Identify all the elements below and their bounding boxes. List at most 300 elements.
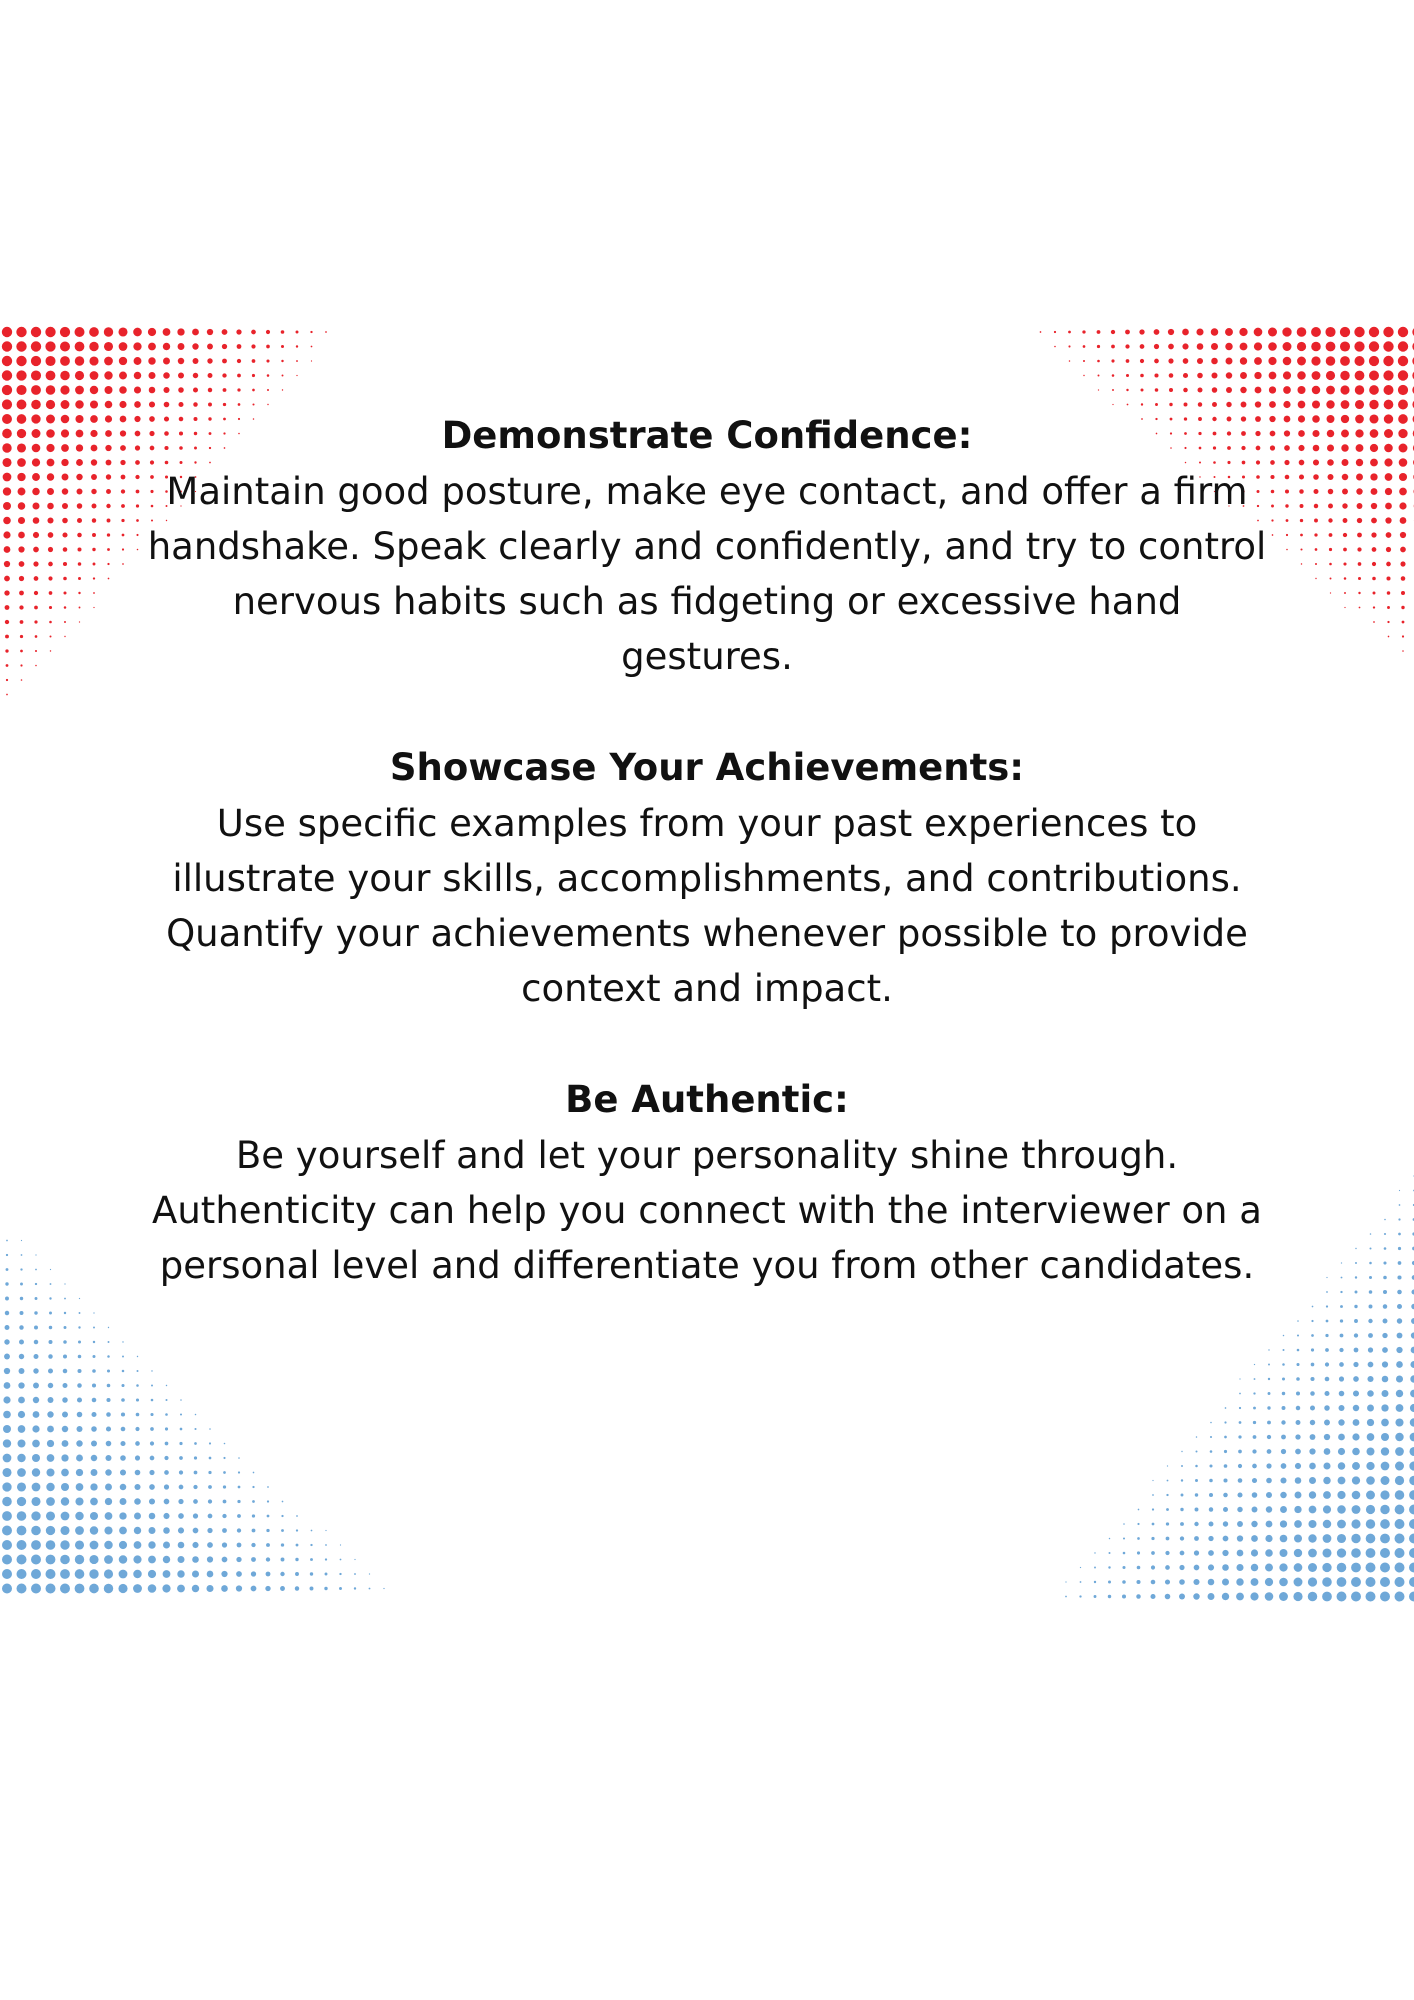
halftone-dot [1342, 503, 1347, 508]
halftone-dot [77, 518, 82, 523]
halftone-dot [3, 531, 10, 538]
halftone-dot [18, 532, 25, 539]
halftone-dot [1399, 488, 1407, 496]
halftone-dot [6, 694, 8, 696]
halftone-dot [148, 1541, 155, 1548]
halftone-dot [134, 372, 142, 380]
halftone-dot [20, 650, 23, 653]
halftone-dot [1359, 607, 1361, 609]
halftone-dot [237, 388, 240, 391]
halftone-dot [251, 1571, 256, 1576]
halftone-dot [50, 1283, 52, 1285]
halftone-dot [1266, 1521, 1273, 1528]
halftone-dot [1395, 1433, 1403, 1441]
halftone-dot [75, 415, 83, 423]
halftone-dot [78, 562, 82, 566]
halftone-dot [20, 635, 23, 638]
halftone-dot [163, 328, 171, 336]
halftone-dot [119, 342, 128, 351]
halftone-dot [64, 1312, 66, 1314]
halftone-dot [164, 1470, 169, 1475]
halftone-dot [1395, 1418, 1403, 1426]
halftone-dot [1309, 1477, 1316, 1484]
halftone-dot [1208, 1564, 1214, 1570]
halftone-dot [119, 1527, 127, 1535]
halftone-dot [1197, 358, 1203, 364]
halftone-dot [1310, 1434, 1316, 1440]
halftone-dot [339, 1587, 342, 1590]
halftone-dot [1355, 1248, 1356, 1249]
halftone-dot [151, 1370, 152, 1371]
halftone-dot [1297, 371, 1306, 380]
halftone-dot [1112, 404, 1113, 405]
halftone-dot [1266, 1506, 1272, 1512]
halftone-dot [33, 561, 38, 566]
halftone-dot [1354, 341, 1364, 351]
halftone-dot [1398, 429, 1407, 438]
halftone-dot [1397, 1333, 1403, 1339]
halftone-dot [1065, 1581, 1066, 1582]
halftone-dot [252, 359, 256, 363]
halftone-dot [1353, 1390, 1359, 1396]
halftone-dot [1226, 372, 1232, 378]
halftone-dot [177, 1585, 185, 1593]
halftone-dot [75, 1569, 85, 1579]
halftone-dot [310, 1572, 313, 1575]
halftone-dot [149, 401, 155, 407]
halftone-dot [1109, 1538, 1111, 1540]
halftone-dot [282, 375, 284, 377]
halftone-dot [295, 1586, 299, 1590]
halftone-dot [46, 1584, 56, 1594]
halftone-dot [251, 330, 256, 335]
halftone-dot [134, 1527, 141, 1534]
halftone-dot [1309, 1448, 1315, 1454]
halftone-dot [1197, 343, 1204, 350]
halftone-dot [1384, 444, 1393, 453]
halftone-dot [1268, 1378, 1270, 1380]
halftone-dot [1324, 1420, 1330, 1426]
halftone-dot [1410, 1404, 1414, 1412]
halftone-dot [61, 444, 69, 452]
halftone-dot [60, 1555, 70, 1565]
halftone-dot [1282, 1349, 1284, 1351]
halftone-dot [34, 591, 38, 595]
halftone-dot [1398, 1247, 1401, 1250]
halftone-dot [17, 1584, 27, 1594]
halftone-dot [3, 1439, 11, 1447]
halftone-dot [224, 1443, 226, 1445]
halftone-dot [325, 1544, 327, 1546]
halftone-dot [1385, 517, 1391, 523]
halftone-dot [1383, 370, 1393, 380]
halftone-dot [93, 607, 94, 608]
halftone-dot [1358, 577, 1361, 580]
halftone-dot [325, 1558, 327, 1560]
halftone-dot [1169, 373, 1174, 378]
halftone-dot [1308, 1592, 1318, 1602]
halftone-dot [46, 1540, 56, 1550]
halftone-dot [5, 605, 10, 610]
halftone-dot [78, 1355, 82, 1359]
halftone-dot [1369, 327, 1379, 337]
halftone-dot [1382, 1347, 1388, 1353]
halftone-dot [251, 1543, 255, 1547]
halftone-dot [1355, 1276, 1357, 1278]
halftone-dot [1352, 1476, 1360, 1484]
halftone-dot [1400, 517, 1407, 524]
halftone-dot [177, 1556, 184, 1563]
halftone-dot [63, 547, 68, 552]
halftone-dot [78, 592, 80, 594]
halftone-dot [18, 1397, 25, 1404]
halftone-dot [1381, 1404, 1388, 1411]
halftone-dot [134, 357, 142, 365]
halftone-dot [1294, 1563, 1303, 1572]
halftone-dot [1368, 1347, 1373, 1352]
halftone-dot [1239, 1378, 1240, 1379]
halftone-dot [1340, 1305, 1343, 1308]
halftone-dot [61, 1497, 69, 1505]
halftone-dot [354, 1587, 356, 1589]
halftone-dot [1366, 1548, 1376, 1558]
halftone-dot [105, 386, 113, 394]
halftone-dot [1281, 1435, 1286, 1440]
halftone-dot [193, 402, 198, 407]
halftone-dot [223, 388, 227, 392]
halftone-dot [1395, 1462, 1404, 1471]
halftone-dot [1138, 1509, 1140, 1511]
halftone-dot [1370, 459, 1378, 467]
halftone-dot [45, 327, 55, 337]
halftone-dot [5, 1282, 8, 1285]
halftone-dot [18, 1411, 25, 1418]
halftone-dot [237, 1514, 241, 1518]
halftone-dot [296, 375, 297, 376]
halftone-dot [1165, 1579, 1170, 1584]
halftone-dot [1126, 389, 1128, 391]
halftone-dot [1280, 1492, 1287, 1499]
halftone-dot [1225, 328, 1233, 336]
halftone-dot [1313, 474, 1319, 480]
halftone-dot [46, 1555, 56, 1565]
halftone-dot [104, 1526, 112, 1534]
halftone-dot [1324, 1434, 1330, 1440]
halftone-dot [76, 444, 83, 451]
halftone-dot [1238, 1464, 1242, 1468]
halftone-dot [34, 1311, 37, 1314]
halftone-dot [1226, 387, 1232, 393]
halftone-dot [2, 1468, 11, 1477]
halftone-dot [1368, 1362, 1374, 1368]
halftone-dot [1369, 370, 1379, 380]
halftone-dot [1308, 1520, 1316, 1528]
halftone-dot [1098, 389, 1099, 390]
halftone-dot [18, 488, 26, 496]
halftone-dot [1330, 592, 1331, 593]
halftone-dot [104, 1584, 113, 1593]
halftone-dot [1353, 1405, 1359, 1411]
halftone-dot [17, 1468, 26, 1477]
halftone-dot [1325, 1348, 1329, 1352]
halftone-dot [236, 1571, 242, 1577]
halftone-dot [1310, 1391, 1315, 1396]
halftone-dot [1268, 1349, 1269, 1350]
halftone-dot [119, 401, 126, 408]
halftone-dot [106, 1441, 112, 1447]
halftone-dot [148, 1584, 157, 1593]
halftone-dot [1323, 1534, 1332, 1543]
halftone-dot [1372, 577, 1376, 581]
halftone-dot [1094, 1567, 1096, 1569]
halftone-dot [1337, 1577, 1347, 1587]
halftone-dot [1357, 533, 1362, 538]
halftone-dot [1282, 327, 1291, 336]
halftone-dot [163, 1556, 170, 1563]
halftone-dot [1151, 1551, 1155, 1555]
halftone-dot [1409, 1447, 1414, 1456]
halftone-dot [1083, 375, 1084, 376]
halftone-dot [1240, 357, 1247, 364]
halftone-dot [1325, 1334, 1328, 1337]
halftone-dot [1179, 1565, 1184, 1570]
halftone-dot [16, 341, 26, 351]
halftone-dot [1294, 1578, 1303, 1587]
halftone-dot [1395, 1592, 1405, 1602]
halftone-dot [150, 1413, 153, 1416]
halftone-dot [1387, 591, 1391, 595]
halftone-dot [1380, 1534, 1390, 1544]
halftone-dot [252, 1529, 256, 1533]
halftone-dot [89, 1569, 98, 1578]
halftone-dot [1252, 1492, 1258, 1498]
halftone-dot [1351, 1519, 1360, 1528]
halftone-dot [1137, 1551, 1140, 1554]
halftone-dot [1400, 532, 1406, 538]
halftone-dot [178, 358, 184, 364]
halftone-dot [19, 605, 23, 609]
halftone-dot [1357, 518, 1362, 523]
halftone-dot [119, 1512, 126, 1519]
halftone-dot [136, 1384, 139, 1387]
halftone-dot [1097, 345, 1100, 348]
halftone-dot [49, 1297, 51, 1299]
halftone-dot [17, 1540, 27, 1550]
halftone-dot [1208, 1593, 1215, 1600]
halftone-dot [1325, 327, 1335, 337]
halftone-dot [192, 343, 198, 349]
halftone-dot [1297, 1349, 1300, 1352]
halftone-dot [1323, 1520, 1331, 1528]
halftone-dot [324, 1587, 327, 1590]
halftone-dot [1251, 1521, 1257, 1527]
halftone-dot [90, 1541, 99, 1550]
halftone-dot [6, 679, 8, 681]
halftone-dot [310, 1558, 313, 1561]
halftone-dot [1395, 1476, 1404, 1485]
tip-body: Maintain good posture, make eye contact, and offer a firm handshake. Speak clearly and confidently, and try to control nervous habits such as fidgeting or excessive hand gestures. [147, 470, 1267, 678]
halftone-dot [266, 330, 270, 334]
halftone-dot [1354, 1348, 1359, 1353]
halftone-dot [1311, 342, 1321, 352]
halftone-dot [45, 341, 55, 351]
halftone-dot [1386, 532, 1392, 538]
halftone-dot [149, 1498, 155, 1504]
halftone-dot [238, 403, 241, 406]
halftone-dot [2, 1555, 12, 1565]
halftone-dot [1294, 1506, 1301, 1513]
halftone-dot [252, 389, 255, 392]
halftone-dot [47, 459, 55, 467]
halftone-dot [251, 344, 255, 348]
halftone-dot [1197, 373, 1203, 379]
halftone-dot [1355, 385, 1364, 394]
halftone-dot [137, 1370, 139, 1372]
halftone-dot [1068, 331, 1071, 334]
halftone-dot [93, 592, 95, 594]
halftone-dot [1265, 1578, 1273, 1586]
halftone-dot [4, 1382, 11, 1389]
halftone-dot [1410, 1390, 1414, 1398]
halftone-dot [63, 562, 67, 566]
halftone-dot [1327, 430, 1335, 438]
halftone-dot [1354, 1319, 1358, 1323]
halftone-dot [1338, 1462, 1346, 1470]
halftone-dot [122, 1356, 124, 1358]
halftone-dot [1108, 1595, 1111, 1598]
halftone-dot [1366, 1563, 1376, 1573]
halftone-dot [1322, 1548, 1331, 1557]
halftone-dot [1373, 621, 1375, 623]
halftone-dot [1356, 488, 1362, 494]
halftone-dot [1371, 503, 1377, 509]
halftone-dot [91, 1469, 98, 1476]
halftone-dot [221, 1585, 228, 1592]
halftone-dot [1237, 1535, 1243, 1541]
halftone-dot [148, 357, 155, 364]
halftone-dot [31, 341, 41, 351]
halftone-dot [50, 1269, 51, 1270]
halftone-dot [1395, 1534, 1405, 1544]
halftone-dot [134, 401, 141, 408]
halftone-dot [1068, 345, 1070, 347]
halftone-dot [1351, 1563, 1361, 1573]
halftone-dot [1254, 372, 1261, 379]
halftone-dot [1381, 1462, 1390, 1471]
halftone-dot [1398, 1218, 1400, 1220]
halftone-dot [222, 1528, 227, 1533]
halftone-dot [31, 1540, 41, 1550]
halftone-dot [1357, 547, 1361, 551]
halftone-dot [281, 330, 285, 334]
halftone-dot [178, 1542, 185, 1549]
halftone-dot [107, 1369, 110, 1372]
halftone-dot [1140, 359, 1144, 363]
halftone-dot [60, 356, 70, 366]
halftone-dot [1367, 1433, 1375, 1441]
halftone-dot [3, 517, 11, 525]
halftone-dot [47, 503, 54, 510]
halftone-dot [90, 430, 97, 437]
halftone-dot [267, 404, 268, 405]
halftone-dot [63, 1369, 68, 1374]
halftone-dot [251, 1586, 257, 1592]
halftone-dot [1353, 1376, 1359, 1382]
halftone-dot [1282, 1392, 1285, 1395]
halftone-dot [5, 1325, 10, 1330]
halftone-dot [1211, 328, 1219, 336]
halftone-dot [6, 1254, 8, 1256]
halftone-dot [165, 1399, 167, 1401]
halftone-dot [1236, 1593, 1244, 1601]
halftone-dot [134, 1484, 140, 1490]
halftone-dot [34, 620, 37, 623]
halftone-dot [106, 1426, 111, 1431]
halftone-dot [1341, 1277, 1343, 1279]
halftone-dot [1396, 1375, 1403, 1382]
halftone-dot [1340, 1319, 1343, 1322]
halftone-dot [237, 344, 242, 349]
halftone-dot [1195, 1493, 1198, 1496]
halftone-dot [35, 1254, 36, 1255]
halftone-dot [1253, 1407, 1256, 1410]
halftone-dot [49, 591, 53, 595]
halftone-dot [207, 1571, 214, 1578]
halftone-dot [1155, 403, 1158, 406]
halftone-dot [135, 1470, 141, 1476]
halftone-dot [105, 1455, 111, 1461]
halftone-dot [91, 489, 96, 494]
halftone-dot [1339, 1391, 1345, 1397]
halftone-dot [1295, 1434, 1300, 1439]
halftone-dot [61, 1512, 70, 1521]
halftone-dot [1352, 1462, 1360, 1470]
halftone-dot [2, 399, 12, 409]
halftone-dot [1222, 1564, 1229, 1571]
halftone-dot [325, 1573, 328, 1576]
halftone-dot [104, 1541, 112, 1549]
halftone-dot [21, 1254, 23, 1256]
halftone-dot [1165, 1594, 1171, 1600]
halftone-dot [32, 473, 40, 481]
halftone-dot [194, 1471, 198, 1475]
halftone-dot [1209, 1507, 1213, 1511]
halftone-dot [75, 342, 85, 352]
halftone-dot [1384, 400, 1394, 410]
halftone-dot [35, 635, 38, 638]
halftone-dot [179, 1442, 182, 1445]
halftone-dot [1380, 1577, 1390, 1587]
halftone-dot [77, 503, 83, 509]
halftone-dot [1195, 1465, 1198, 1468]
halftone-dot [1166, 1494, 1168, 1496]
halftone-dot [1283, 342, 1292, 351]
halftone-dot [48, 576, 52, 580]
halftone-dot [1395, 1447, 1404, 1456]
halftone-dot [1112, 389, 1114, 391]
halftone-dot [179, 1485, 184, 1490]
halftone-dot [60, 1584, 70, 1594]
halftone-dot [1401, 591, 1405, 595]
halftone-dot [1239, 1393, 1241, 1395]
halftone-dot [32, 1483, 41, 1492]
halftone-dot [296, 1515, 298, 1517]
halftone-dot [1369, 400, 1378, 409]
halftone-dot [5, 1297, 9, 1301]
halftone-dot [3, 473, 12, 482]
halftone-dot [1223, 1521, 1228, 1526]
halftone-dot [236, 1557, 241, 1562]
